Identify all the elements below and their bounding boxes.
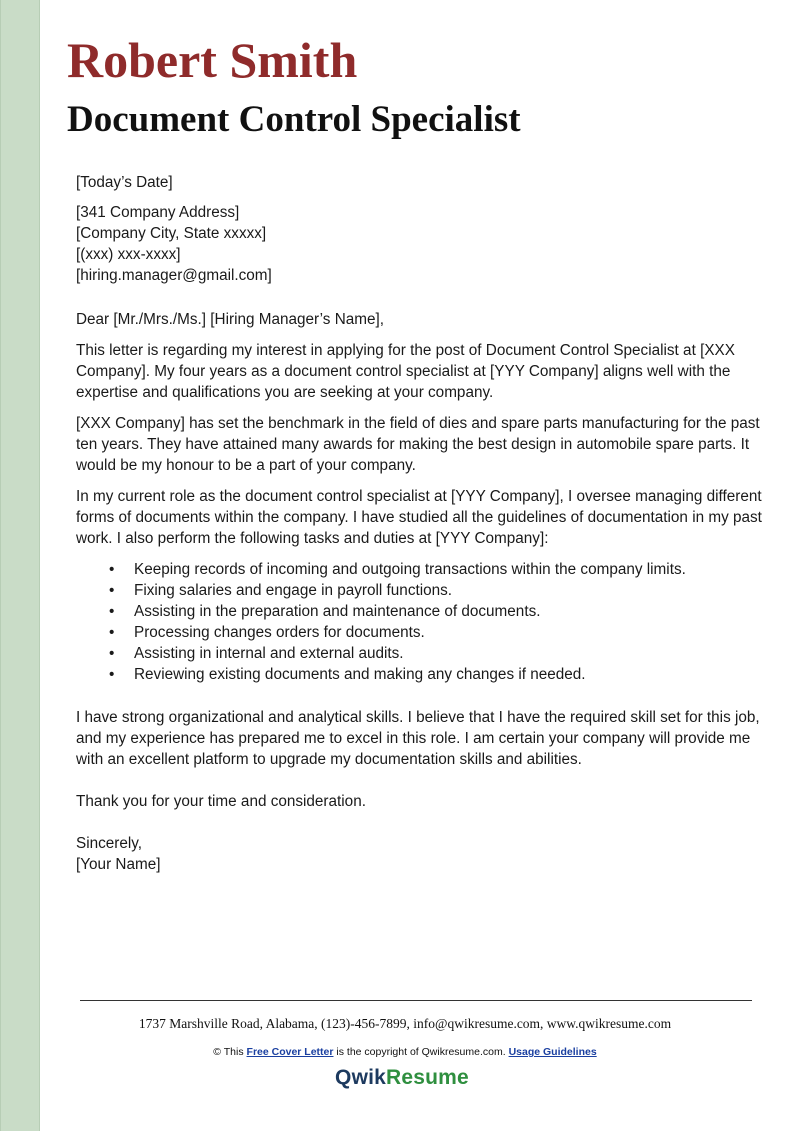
- free-cover-letter-link[interactable]: Free Cover Letter: [246, 1046, 334, 1058]
- bullet-icon: •: [109, 561, 115, 578]
- letter-body: [76, 172, 766, 875]
- address-line: [341 Company Address]: [76, 204, 240, 221]
- thanks-line: Thank you for your time and consideration.: [76, 793, 366, 810]
- list-item-text: Reviewing existing documents and making any changes if needed.: [134, 666, 586, 683]
- bullet-icon: •: [109, 666, 115, 683]
- bullet-icon: •: [109, 582, 115, 599]
- body-paragraph: In my current role as the document control specialist at [YYY Company], I oversee managing different forms of documents within the company. I have studied all the guidelines of documentation in my past work. I also perform the following tasks and duties at [YYY Company]:: [76, 488, 762, 547]
- applicant-name: Robert Smith: [67, 32, 358, 88]
- list-item: [76, 622, 766, 643]
- address-line: [Company City, State xxxxx]: [76, 225, 267, 242]
- list-item: [76, 601, 766, 622]
- logo-part-resume: Resume: [386, 1066, 469, 1089]
- footer-contact: 1737 Marshville Road, Alabama, (123)-456-7899, info@qwikresume.com, www.qwikresume.com: [138, 1016, 672, 1031]
- copyright-notice: [0, 1046, 800, 1058]
- address-line: [(xxx) xxx-xxxx]: [76, 246, 181, 263]
- address-email: [hiring.manager@gmail.com]: [76, 267, 272, 284]
- list-item: [76, 664, 766, 685]
- decorative-sidebar: [0, 0, 40, 1131]
- footer-divider: [80, 1000, 752, 1001]
- bullet-icon: •: [109, 603, 115, 620]
- letter-date: [Today’s Date]: [76, 174, 173, 191]
- list-item-text: Assisting in the preparation and maintenance of documents.: [134, 603, 541, 620]
- recipient-address: [76, 202, 766, 286]
- copyright-text: is the copyright of Qwikresume.com.: [336, 1046, 506, 1058]
- list-item-text: Keeping records of incoming and outgoing transactions within the company limits.: [134, 561, 686, 578]
- list-item-text: Fixing salaries and engage in payroll functions.: [134, 582, 453, 599]
- list-item: [76, 643, 766, 664]
- list-item-text: Processing changes orders for documents.: [134, 624, 425, 641]
- logo-part-qwik: Qwik: [335, 1066, 387, 1089]
- duties-list: [76, 559, 766, 685]
- bullet-icon: •: [109, 645, 115, 662]
- body-paragraph: This letter is regarding my interest in applying for the post of Document Control Specialist at [XXX Company]. My four years as a document control specialist at [YYY Company] aligns well with the expertise and qualifications you are seeking at your company.: [76, 342, 735, 401]
- copyright-prefix: © This: [213, 1046, 244, 1058]
- bullet-icon: •: [109, 624, 115, 641]
- list-item: [76, 580, 766, 601]
- signature-name: [Your Name]: [76, 856, 161, 873]
- job-title: Document Control Specialist: [67, 99, 521, 140]
- salutation: Dear [Mr./Mrs./Ms.] [Hiring Manager’s Name],: [76, 311, 384, 328]
- closing-paragraph: I have strong organizational and analytical skills. I believe that I have the required skill set for this job, and my experience has prepared me to excel in this role. I am certain your company will provide me with an excellent platform to upgrade my documentation skills and abilities.: [76, 709, 760, 768]
- usage-guidelines-link[interactable]: Usage Guidelines: [508, 1046, 597, 1058]
- body-paragraph: [XXX Company] has set the benchmark in the field of dies and spare parts manufacturing for the past ten years. They have attained many awards for making the best design in automobile spare parts. It would be my honour to be a part of your company.: [76, 415, 760, 474]
- sign-off: Sincerely,: [76, 835, 143, 852]
- list-item: [76, 559, 766, 580]
- list-item-text: Assisting in internal and external audits.: [134, 645, 404, 662]
- qwikresume-logo[interactable]: [0, 1066, 800, 1090]
